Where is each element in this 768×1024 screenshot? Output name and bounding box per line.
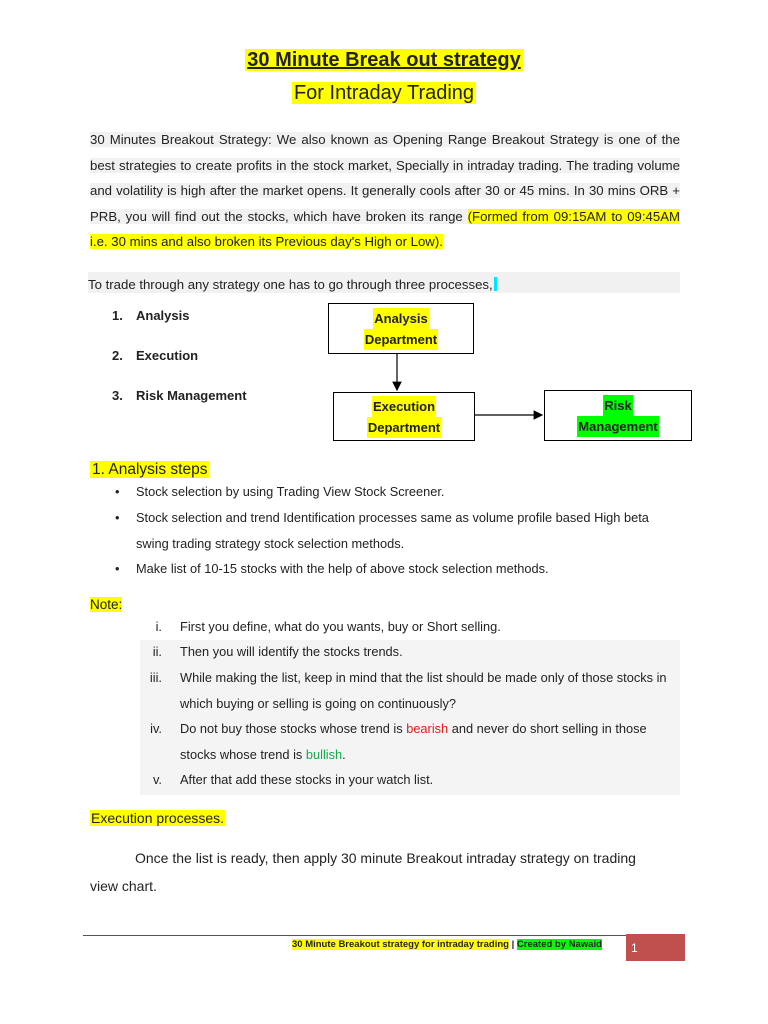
footer-credit: Created by Nawaid xyxy=(516,939,602,950)
note-item: i. First you define, what do you wants, buy or Short selling. xyxy=(155,619,501,634)
document-title: 30 Minute Break out strategy xyxy=(247,49,521,71)
intro-body: We also known as Opening Range Breakout Strategy is one of the best strategies to create profits in the stock market, Specially in intraday trading. The trading volume and volatility is high after the market opens. It generally cools after 30 or 45 mins. In 30 mins ORB + PRB, you will find out the stocks, which have broken its range xyxy=(90,132,680,224)
process-item-execution: 2. Execution xyxy=(112,348,199,363)
note-item: iii. While making the list, keep in mind that the list should be made only of those stocks in which buying or selling is going on continuously? xyxy=(149,670,667,711)
bullet-icon: • xyxy=(115,561,120,576)
footer-rule xyxy=(83,935,628,936)
bullet-item: • Stock selection by using Trading View Stock Screener. xyxy=(115,479,675,505)
processes-intro: To trade through any strategy one has to go through three processes, xyxy=(88,272,680,293)
footer-text: 30 Minute Breakout strategy for intraday trading | Created by Nawaid xyxy=(292,939,602,950)
execution-heading: Execution processes. xyxy=(91,810,225,826)
process-item-risk: 3. Risk Management xyxy=(112,388,247,403)
process-item-analysis: 1. Analysis xyxy=(112,308,190,323)
document-subtitle: For Intraday Trading xyxy=(293,82,475,104)
note-item: v. After that add these stocks in your watch list. xyxy=(152,772,434,787)
execution-department-box: Execution Department xyxy=(333,392,475,441)
bullet-item: • Make list of 10-15 stocks with the help of above stock selection methods. xyxy=(115,556,675,582)
risk-management-box: Risk Management xyxy=(544,390,692,441)
execution-paragraph: Once the list is ready, then apply 30 minute Breakout intraday strategy on trading view chart. xyxy=(90,850,636,894)
note-item: iv. Do not buy those stocks whose trend is bearish and never do short selling in those stocks whose trend is bullish. xyxy=(150,721,647,762)
note-label: Note: xyxy=(90,597,123,612)
intro-highlight: (Formed from 09:15AM to 09:45AM i.e. 30 mins and also broken its Previous day's High or Low). xyxy=(90,208,680,249)
page-number: 1 xyxy=(626,934,685,961)
analysis-steps-heading: 1. Analysis steps xyxy=(92,461,208,478)
bullet-icon: • xyxy=(115,510,120,525)
analysis-department-box: Analysis Department xyxy=(328,303,474,354)
bearish-word: bearish xyxy=(406,721,449,736)
note-item: ii. Then you will identify the stocks trends. xyxy=(152,644,403,659)
intro-lead: 30 Minutes Breakout Strategy: xyxy=(90,132,272,147)
bullet-icon: • xyxy=(115,484,120,499)
bullish-word: bullish xyxy=(305,746,343,762)
bullet-item: • Stock selection and trend Identification processes same as volume profile based High beta swing trading strategy stock selection methods. xyxy=(115,505,675,556)
